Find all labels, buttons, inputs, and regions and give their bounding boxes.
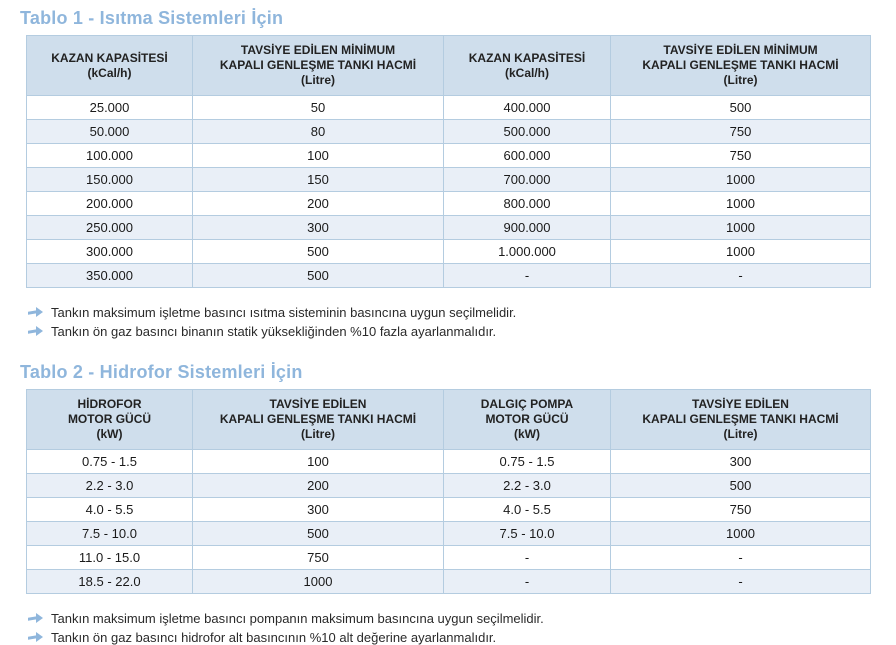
table-cell: 500.000 [444, 120, 611, 144]
header-line: (Litre) [301, 427, 335, 441]
booster-table-body [27, 450, 871, 594]
table-cell: 4.0 - 5.5 [444, 498, 611, 522]
header-line: (kW) [514, 427, 540, 441]
table-cell: 600.000 [444, 144, 611, 168]
arrow-right-icon [28, 613, 43, 623]
header-line: KAZAN KAPASİTESİ [468, 50, 586, 65]
table-row [27, 522, 871, 546]
table-cell: 750 [193, 546, 444, 570]
header-line: KAPALI GENLEŞME TANKI HACMİ [219, 412, 417, 426]
table-cell: 500 [611, 96, 871, 120]
table-cell: 1000 [611, 522, 871, 546]
table-cell: 0.75 - 1.5 [27, 450, 193, 474]
table-cell: 100 [193, 450, 444, 474]
table-cell: 100 [193, 144, 444, 168]
header-line: KAPALI GENLEŞME TANKI HACMİ [642, 412, 839, 426]
table-cell: 1000 [611, 168, 871, 192]
table-cell: 1.000.000 [444, 240, 611, 264]
header-line: TAVSİYE EDİLEN MİNİMUM [663, 43, 818, 57]
header-row [27, 390, 871, 450]
table-cell: - [611, 546, 871, 570]
table-cell: 150.000 [27, 168, 193, 192]
table-cell: 750 [611, 120, 871, 144]
booster-systems-table [26, 389, 871, 594]
table-row [27, 474, 871, 498]
table-cell: 500 [193, 240, 444, 264]
header-line: DALGIÇ POMPA [480, 397, 574, 411]
table-cell: 300 [193, 498, 444, 522]
column-header-tank-volume-left [193, 390, 444, 450]
header-line: MOTOR GÜCÜ [485, 412, 569, 426]
table1-title: Tablo 1 - Isıtma Sistemleri İçin [20, 8, 284, 28]
header-line: TAVSİYE EDİLEN MİNİMUM [240, 43, 396, 57]
table-cell: 300 [611, 450, 871, 474]
header-line: (Litre) [723, 73, 758, 87]
table-cell: 18.5 - 22.0 [27, 570, 193, 594]
table-cell: 1000 [611, 240, 871, 264]
heating-systems-table [26, 35, 871, 288]
table-cell: 2.2 - 3.0 [444, 474, 611, 498]
table-cell: 25.000 [27, 96, 193, 120]
table-cell: 200 [193, 474, 444, 498]
note-item [28, 305, 896, 320]
header-line: (Litre) [723, 427, 758, 441]
table-cell: 700.000 [444, 168, 611, 192]
header-row [27, 36, 871, 96]
header-line: TAVSİYE EDİLEN [269, 397, 367, 411]
note-text: Tankın maksimum işletme basıncı pompanın maksimum basıncına uygun seçilmelidir. [51, 611, 544, 626]
table-cell: - [611, 264, 871, 288]
table-cell: 500 [193, 264, 444, 288]
table-row [27, 570, 871, 594]
table-cell: 7.5 - 10.0 [444, 522, 611, 546]
table-cell: 900.000 [444, 216, 611, 240]
table-row [27, 96, 871, 120]
column-header-tank-volume-right [611, 36, 871, 96]
header-line: (kW) [96, 427, 123, 441]
arrow-right-icon [28, 326, 43, 336]
table-cell: - [444, 546, 611, 570]
table-cell: 11.0 - 15.0 [27, 546, 193, 570]
table-cell: 50 [193, 96, 444, 120]
header-line: KAPALI GENLEŞME TANKI HACMİ [219, 58, 417, 72]
table-cell: 250.000 [27, 216, 193, 240]
table-cell: 350.000 [27, 264, 193, 288]
table-cell: 300 [193, 216, 444, 240]
column-header-tank-volume-left [193, 36, 444, 96]
table-row [27, 450, 871, 474]
header-line: (kCal/h) [87, 65, 132, 80]
table-row [27, 216, 871, 240]
header-line: (kCal/h) [504, 65, 549, 80]
note-item [28, 630, 896, 645]
table-cell: 0.75 - 1.5 [444, 450, 611, 474]
note-text: Tankın maksimum işletme basıncı ısıtma sisteminin basıncına uygun seçilmelidir. [51, 305, 517, 320]
table-cell: 500 [193, 522, 444, 546]
table-row [27, 120, 871, 144]
note-text: Tankın ön gaz basıncı binanın statik yüksekliğinden %10 fazla ayarlanmalıdır. [51, 324, 497, 339]
note-item [28, 611, 896, 626]
table-cell: 500 [611, 474, 871, 498]
table-cell: 200 [193, 192, 444, 216]
header-line: (Litre) [301, 73, 335, 87]
table-cell: - [444, 264, 611, 288]
table-cell: 150 [193, 168, 444, 192]
column-header-booster-motor-power [27, 390, 193, 450]
arrow-right-icon [28, 632, 43, 642]
header-line: KAPALI GENLEŞME TANKI HACMİ [642, 58, 839, 72]
table-cell: 80 [193, 120, 444, 144]
column-header-boiler-capacity-right [444, 36, 611, 96]
table-row [27, 144, 871, 168]
table-cell: 4.0 - 5.5 [27, 498, 193, 522]
table-cell: - [444, 570, 611, 594]
table2-title: Tablo 2 - Hidrofor Sistemleri İçin [20, 362, 303, 382]
table-cell: 7.5 - 10.0 [27, 522, 193, 546]
table-cell: 400.000 [444, 96, 611, 120]
note-item [28, 324, 896, 339]
table-row [27, 168, 871, 192]
heating-systems-section [20, 8, 896, 339]
table-cell: 750 [611, 144, 871, 168]
table-cell: 300.000 [27, 240, 193, 264]
table-row [27, 264, 871, 288]
table-cell: 50.000 [27, 120, 193, 144]
table-cell: 2.2 - 3.0 [27, 474, 193, 498]
heating-table-body [27, 96, 871, 288]
header-line: MOTOR GÜCÜ [67, 412, 152, 426]
table-row [27, 546, 871, 570]
column-header-boiler-capacity-left [27, 36, 193, 96]
table-cell: 1000 [611, 216, 871, 240]
header-line: KAZAN KAPASİTESİ [51, 50, 168, 65]
note-text: Tankın ön gaz basıncı hidrofor alt basıncının %10 alt değerine ayarlanmalıdır. [51, 630, 497, 645]
table-row [27, 240, 871, 264]
header-line: TAVSİYE EDİLEN [692, 397, 789, 411]
column-header-tank-volume-right [611, 390, 871, 450]
table-cell: 200.000 [27, 192, 193, 216]
table-row [27, 192, 871, 216]
header-line: HİDROFOR [77, 397, 142, 411]
table-cell: 1000 [193, 570, 444, 594]
booster-systems-section [20, 362, 896, 645]
table-cell: 1000 [611, 192, 871, 216]
table-cell: - [611, 570, 871, 594]
column-header-submersible-pump-power [444, 390, 611, 450]
table-cell: 750 [611, 498, 871, 522]
table-row [27, 498, 871, 522]
heating-notes [28, 305, 896, 339]
table-cell: 100.000 [27, 144, 193, 168]
arrow-right-icon [28, 307, 43, 317]
table-cell: 800.000 [444, 192, 611, 216]
